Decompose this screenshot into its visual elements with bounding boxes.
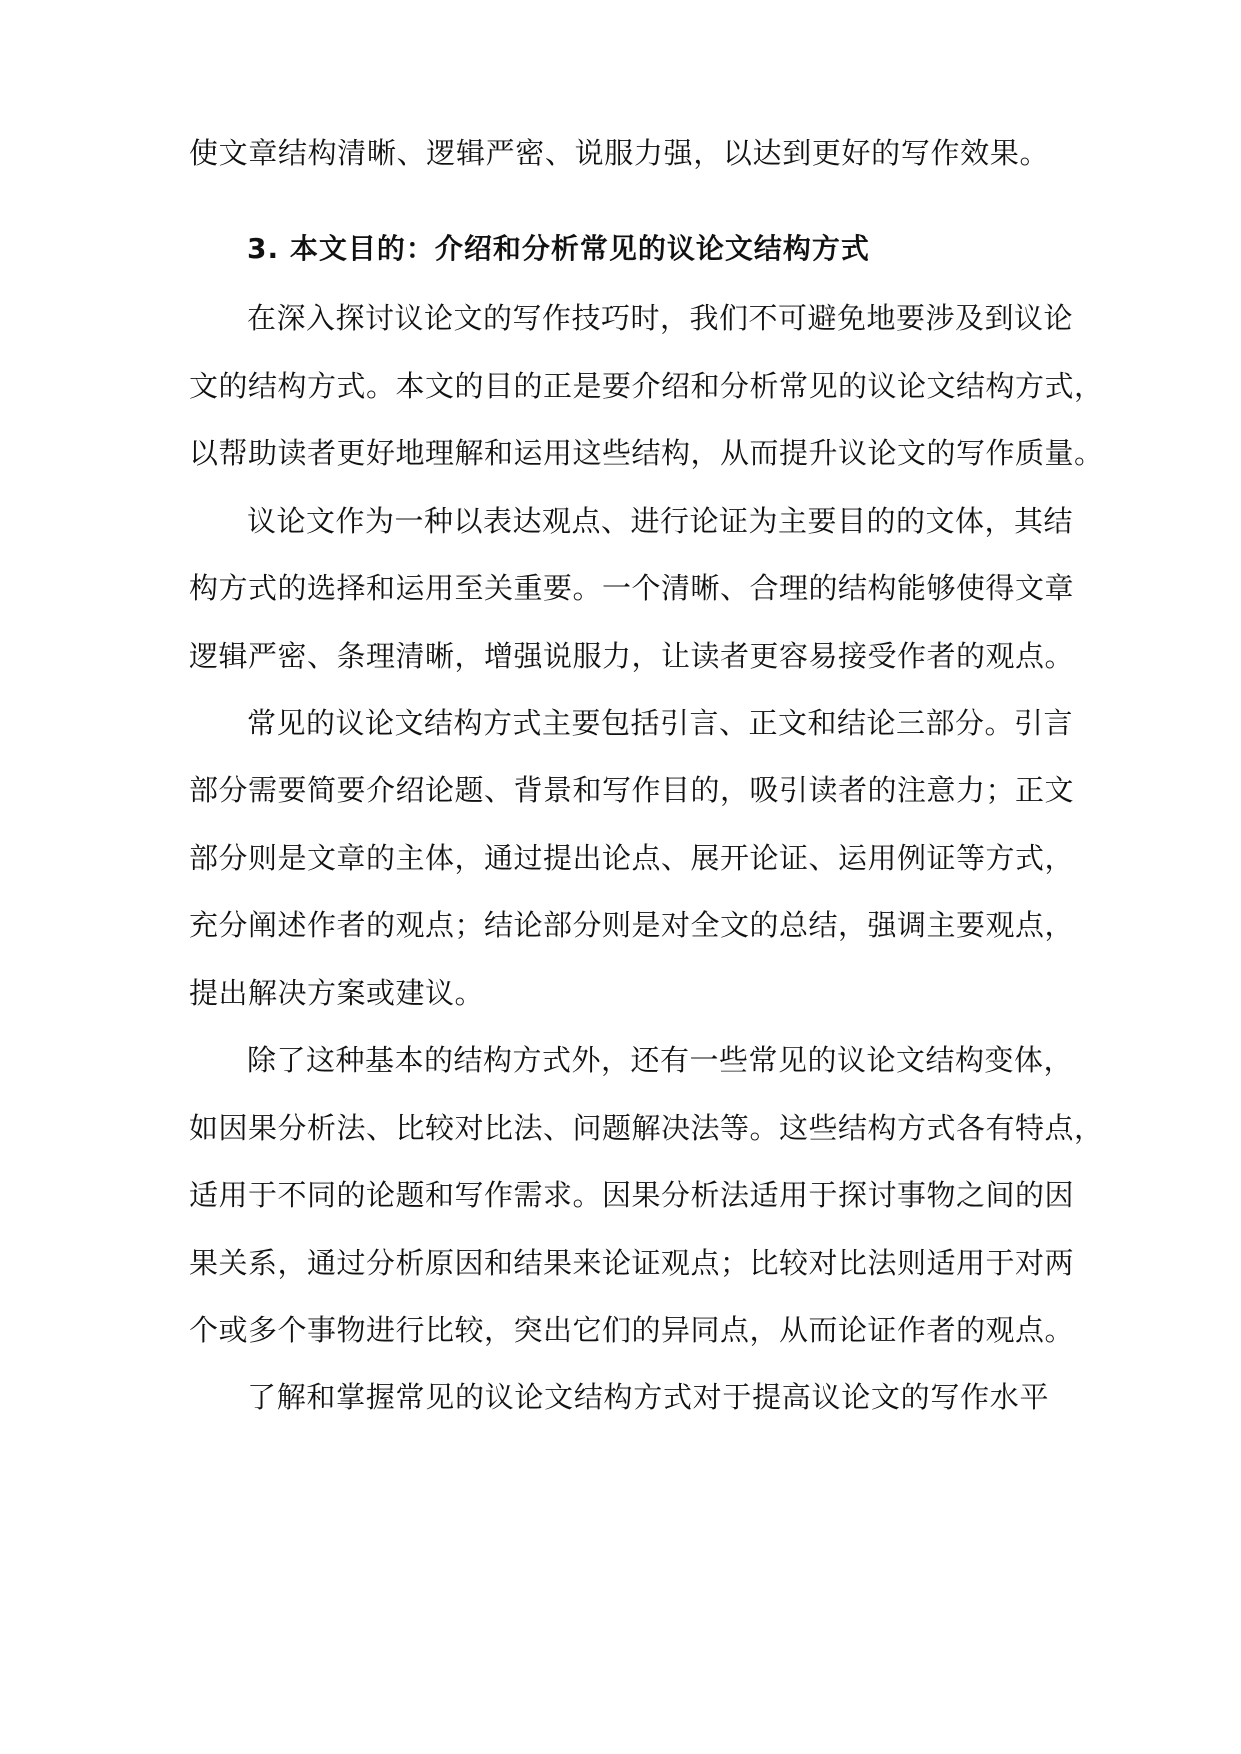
paragraph-line: 使文章结构清晰、逻辑严密、说服力强，以达到更好的写作效果。: [189, 136, 1049, 170]
paragraph-line: 部分则是文章的主体，通过提出论点、展开论证、运用例证等方式，: [189, 841, 1075, 875]
section-heading: 3. 本文目的：介绍和分析常见的议论文结构方式: [247, 232, 870, 265]
paragraph-line: 了解和掌握常见的议论文结构方式对于提高议论文的写作水平: [247, 1380, 1049, 1414]
paragraph-line: 提出解决方案或建议。: [189, 976, 485, 1010]
paragraph-line: 适用于不同的论题和写作需求。因果分析法适用于探讨事物之间的因: [189, 1178, 1075, 1212]
paragraph-line: 充分阐述作者的观点；结论部分则是对全文的总结，强调主要观点，: [189, 908, 1075, 942]
paragraph-line: 果关系，通过分析原因和结果来论证观点；比较对比法则适用于对两: [189, 1246, 1075, 1280]
paragraph-line: 议论文作为一种以表达观点、进行论证为主要目的的文体，其结: [247, 504, 1074, 538]
paragraph-line: 构方式的选择和运用至关重要。一个清晰、合理的结构能够使得文章: [189, 571, 1075, 605]
paragraph-line: 如因果分析法、比较对比法、问题解决法等。这些结构方式各有特点，: [189, 1111, 1104, 1145]
paragraph-line: 常见的议论文结构方式主要包括引言、正文和结论三部分。引言: [247, 706, 1074, 740]
paragraph-line: 除了这种基本的结构方式外，还有一些常见的议论文结构变体，: [247, 1043, 1074, 1077]
paragraph-line: 逻辑严密、条理清晰，增强说服力，让读者更容易接受作者的观点。: [189, 639, 1075, 673]
paragraph-line: 文的结构方式。本文的目的正是要介绍和分析常见的议论文结构方式，: [189, 369, 1104, 403]
paragraph-line: 部分需要简要介绍论题、背景和写作目的，吸引读者的注意力；正文: [189, 773, 1075, 807]
paragraph-line: 个或多个事物进行比较，突出它们的异同点，从而论证作者的观点。: [189, 1313, 1075, 1347]
paragraph-line: 在深入探讨议论文的写作技巧时，我们不可避免地要涉及到议论: [247, 301, 1074, 335]
paragraph-line: 以帮助读者更好地理解和运用这些结构，从而提升议论文的写作质量。: [189, 436, 1104, 470]
